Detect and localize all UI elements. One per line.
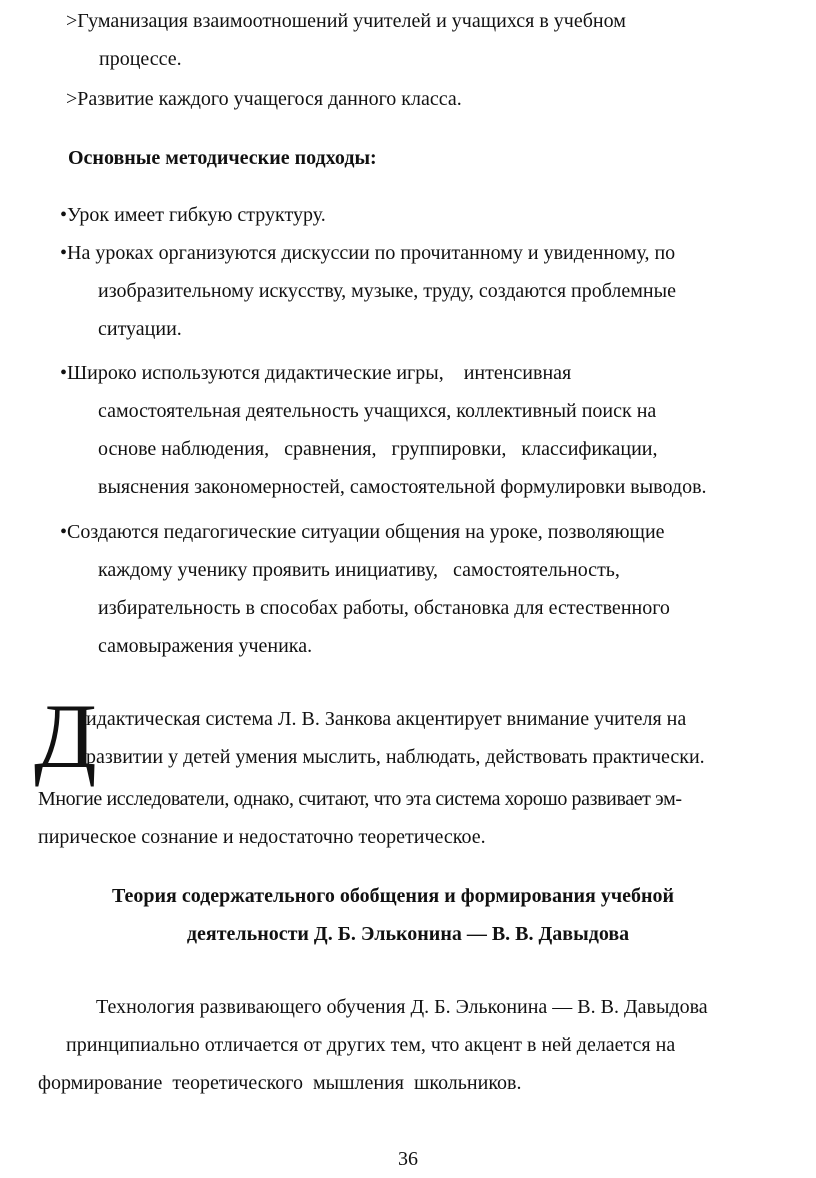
goal-item-humanization [66,2,626,78]
title-line: Теория содержательного обобщения и формирования учебной [111,885,675,907]
text-line: Многие исследователи, однако, считают, что эта система хорошо развивает эм- [38,788,682,810]
page-number: 36 [398,1148,418,1170]
title-line: деятельности Д. Б. Эльконина — В. В. Давыдова [186,923,630,945]
bullet-item [60,234,676,348]
text-line: самостоятельная деятельность учащихся, коллективный поиск на [98,400,657,422]
zankov-paragraph-full [38,780,682,856]
text-line: •На уроках организуются дискуссии по прочитанному и увиденному, по [60,242,676,264]
text-line: Технология развивающего обучения Д. Б. Эльконина — В. В. Давыдова [96,996,708,1018]
text-line: выяснения закономерностей, самостоятельной формулировки выводов. [98,476,707,498]
text-line: пирическое сознание и недостаточно теоретическое. [38,826,486,848]
drop-cap: Д [34,685,97,787]
text-line: идактическая система Л. В. Занкова акцентирует внимание учителя на [86,708,687,730]
text-line: •Создаются педагогические ситуации общения на уроке, позволяющие [60,521,665,543]
bullet-item [60,513,670,665]
text-line: основе наблюдения, сравнения, группировки, классификации, [98,438,658,460]
approaches-heading: Основные методические подходы: [68,147,377,169]
bullet-item [60,354,707,506]
zankov-paragraph-indented [86,700,705,776]
text-line: избирательность в способах работы, обстановка для естественного [98,597,670,619]
text-line: •Широко используются дидактические игры, интенсивная [60,362,572,384]
text-line: •Урок имеет гибкую структуру. [60,204,326,226]
goal-item-development [66,80,462,118]
text-line: принципиально отличается от других тем, что акцент в ней делается на [66,1034,676,1056]
text-line: каждому ученику проявить инициативу, самостоятельность, [98,559,620,581]
text-line: развитии у детей умения мыслить, наблюдать, действовать практически. [86,746,705,768]
text-line: самовыражения ученика. [98,635,313,657]
text-line: ситуации. [98,318,182,340]
section-title [0,877,816,953]
text-line: процессе. [99,48,182,70]
bullet-item [60,196,326,234]
technology-paragraph [38,988,708,1102]
text-line: изобразительному искусству, музыке, труду, создаются проблемные [98,280,676,302]
text-line: >Развитие каждого учащегося данного класса. [66,88,462,110]
text-line: формирование теоретического мышления школьников. [38,1072,522,1094]
text-line: >Гуманизация взаимоотношений учителей и учащихся в учебном [66,10,626,32]
